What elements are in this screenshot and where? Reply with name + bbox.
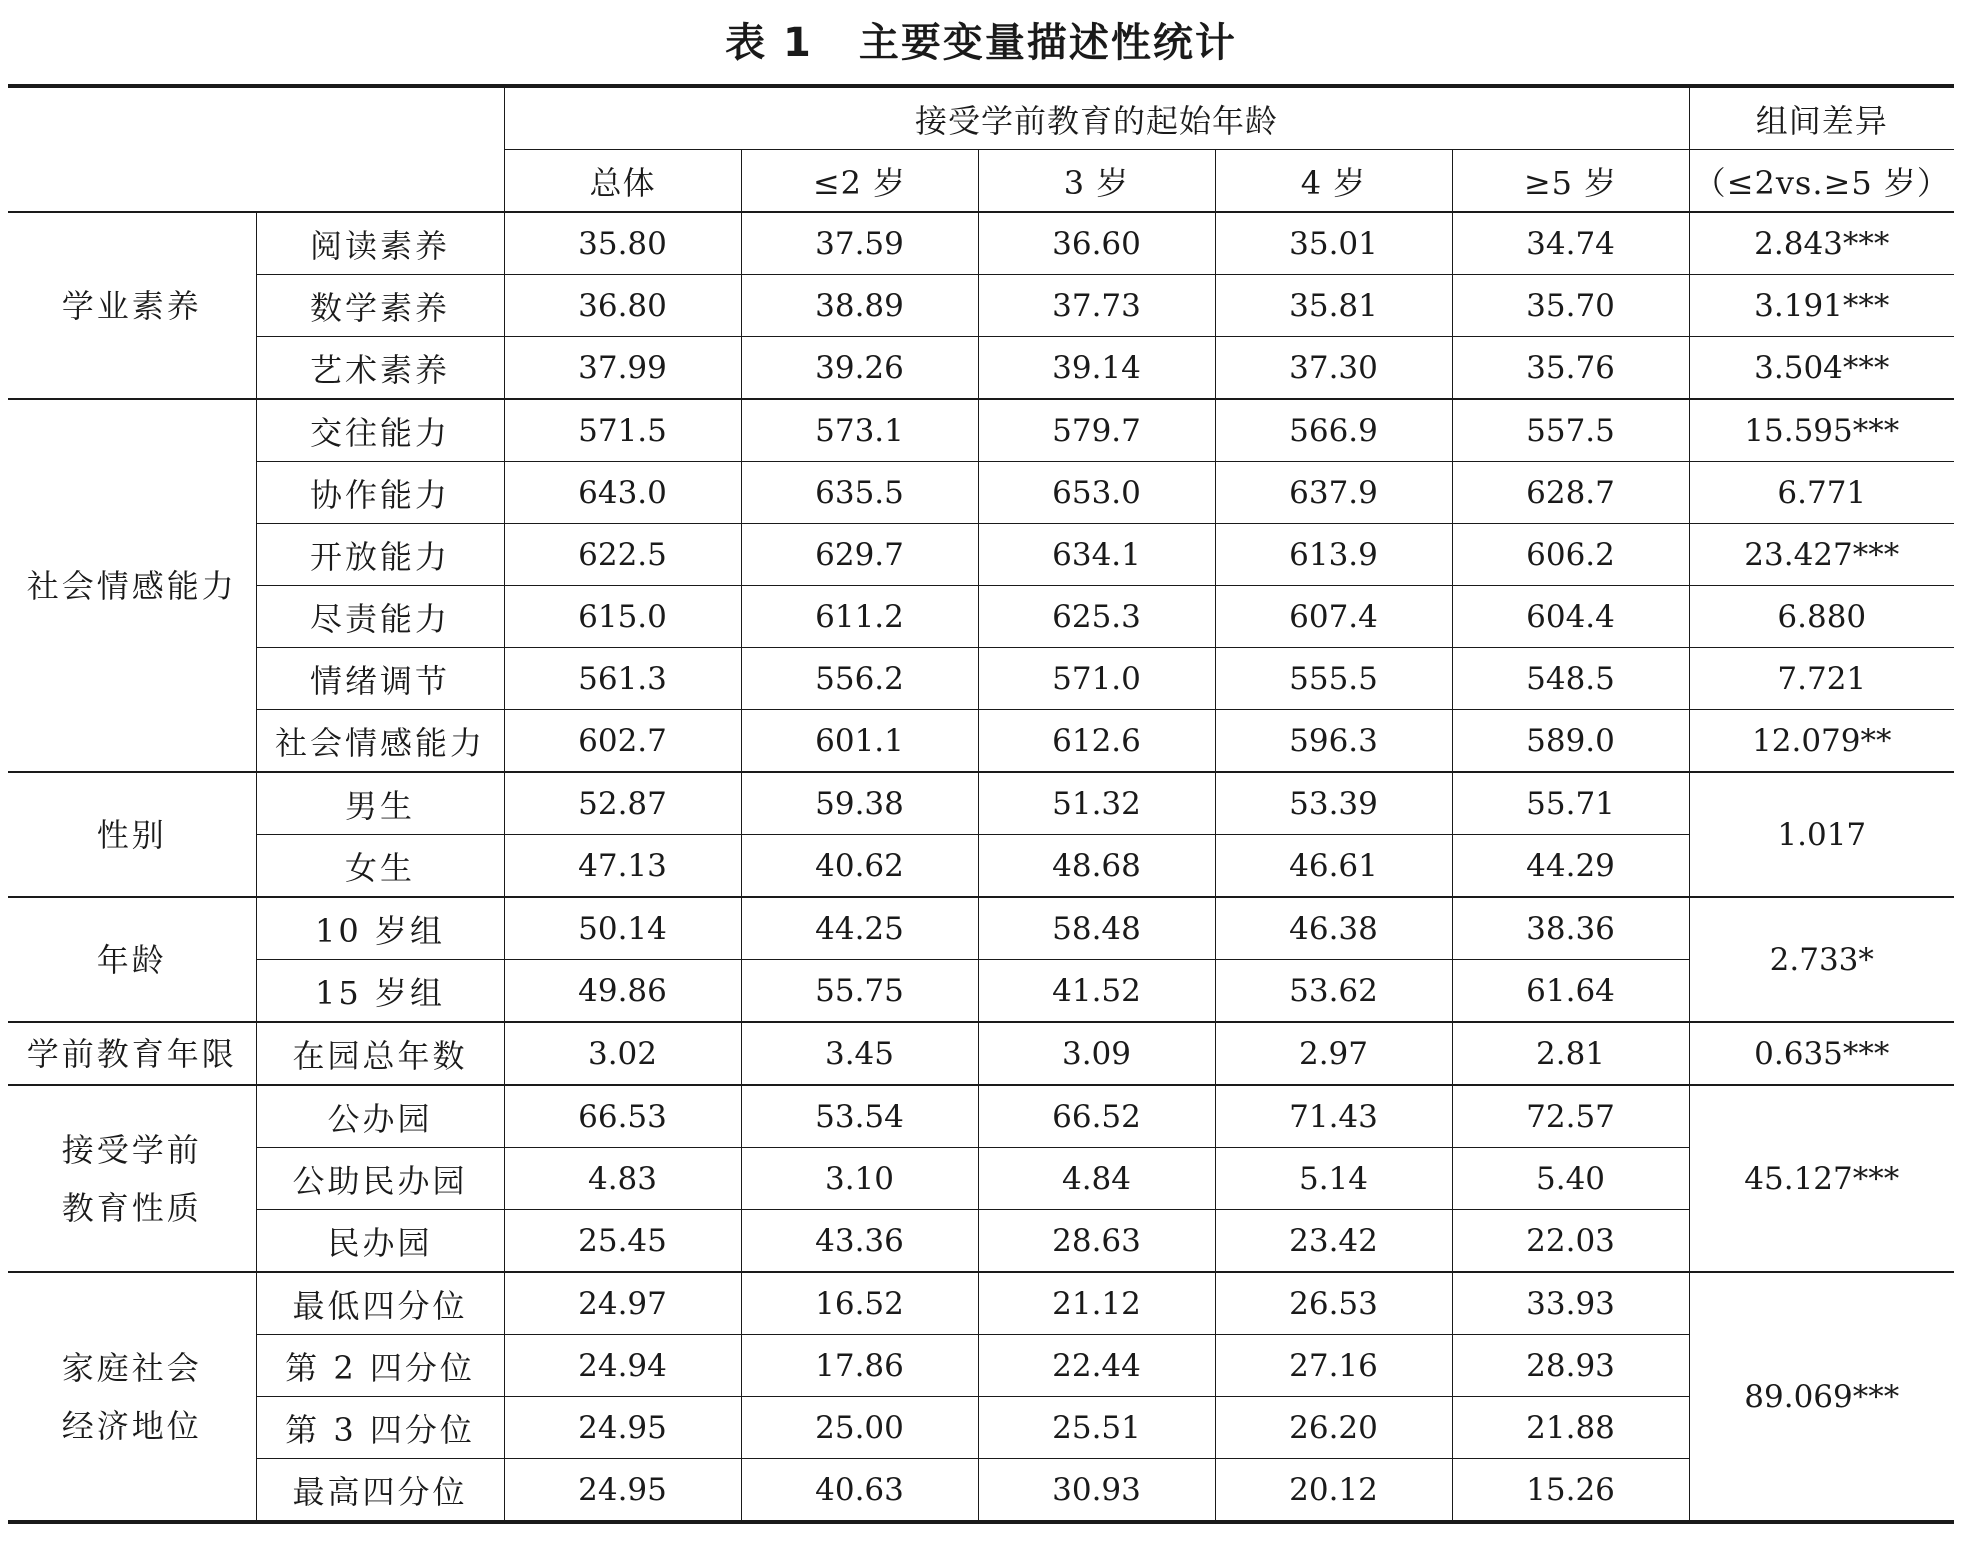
- table-body: [8, 86, 1954, 1522]
- value-cell: 2.97: [1215, 1022, 1452, 1085]
- column-header-age-le2: ≤2 岁: [741, 150, 978, 213]
- value-cell: 30.93: [978, 1459, 1215, 1523]
- value-cell: 629.7: [741, 524, 978, 586]
- value-cell: 25.45: [504, 1210, 741, 1273]
- value-cell: 27.16: [1215, 1335, 1452, 1397]
- table-caption: 主要变量描述性统计: [858, 20, 1237, 66]
- diff-cell: 23.427***: [1689, 524, 1954, 586]
- value-cell: 15.26: [1452, 1459, 1689, 1523]
- value-cell: 38.36: [1452, 897, 1689, 960]
- row-label: 第 2 四分位: [256, 1335, 504, 1397]
- diff-cell: 15.595***: [1689, 399, 1954, 462]
- value-cell: 35.76: [1452, 337, 1689, 400]
- value-cell: 17.86: [741, 1335, 978, 1397]
- value-cell: 50.14: [504, 897, 741, 960]
- value-cell: 59.38: [741, 772, 978, 835]
- row-label: 10 岁组: [256, 897, 504, 960]
- value-cell: 634.1: [978, 524, 1215, 586]
- value-cell: 5.40: [1452, 1148, 1689, 1210]
- value-cell: 72.57: [1452, 1085, 1689, 1148]
- value-cell: 23.42: [1215, 1210, 1452, 1273]
- row-label: 男生: [256, 772, 504, 835]
- table-row: [8, 524, 1954, 586]
- group-label: 年龄: [96, 940, 167, 979]
- group-label-cell: [8, 897, 256, 1022]
- group-label: 社会情感能力: [26, 566, 237, 605]
- value-cell: 36.80: [504, 275, 741, 337]
- value-cell: 557.5: [1452, 399, 1689, 462]
- table-row: [8, 462, 1954, 524]
- value-cell: 28.93: [1452, 1335, 1689, 1397]
- diff-cell: 3.191***: [1689, 275, 1954, 337]
- group-label-cell: [8, 399, 256, 772]
- value-cell: 653.0: [978, 462, 1215, 524]
- value-cell: 43.36: [741, 1210, 978, 1273]
- table-row: [8, 1397, 1954, 1459]
- value-cell: 66.53: [504, 1085, 741, 1148]
- row-label: 交往能力: [256, 399, 504, 462]
- value-cell: 604.4: [1452, 586, 1689, 648]
- group-label: 家庭社会: [61, 1348, 202, 1387]
- value-cell: 22.44: [978, 1335, 1215, 1397]
- column-header-age-ge5: ≥5 岁: [1452, 150, 1689, 213]
- value-cell: 611.2: [741, 586, 978, 648]
- value-cell: 556.2: [741, 648, 978, 710]
- value-cell: 33.93: [1452, 1272, 1689, 1335]
- diff-cell: 89.069***: [1689, 1272, 1954, 1522]
- table-row: [8, 710, 1954, 773]
- value-cell: 5.14: [1215, 1148, 1452, 1210]
- table-row: [8, 960, 1954, 1023]
- table-title: [0, 8, 1962, 78]
- value-cell: 22.03: [1452, 1210, 1689, 1273]
- table-row: [8, 275, 1954, 337]
- value-cell: 3.09: [978, 1022, 1215, 1085]
- value-cell: 44.29: [1452, 835, 1689, 898]
- value-cell: 596.3: [1215, 710, 1452, 773]
- value-cell: 3.10: [741, 1148, 978, 1210]
- diff-cell: 7.721: [1689, 648, 1954, 710]
- table-row: [8, 1272, 1954, 1335]
- value-cell: 47.13: [504, 835, 741, 898]
- table-row: [8, 835, 1954, 898]
- value-cell: 48.68: [978, 835, 1215, 898]
- diff-cell: 2.733*: [1689, 897, 1954, 1022]
- value-cell: 66.52: [978, 1085, 1215, 1148]
- row-label: 情绪调节: [256, 648, 504, 710]
- value-cell: 39.14: [978, 337, 1215, 400]
- row-label: 女生: [256, 835, 504, 898]
- value-cell: 35.01: [1215, 212, 1452, 275]
- value-cell: 635.5: [741, 462, 978, 524]
- value-cell: 3.45: [741, 1022, 978, 1085]
- group-label: 接受学前: [61, 1130, 202, 1169]
- value-cell: 625.3: [978, 586, 1215, 648]
- value-cell: 589.0: [1452, 710, 1689, 773]
- value-cell: 602.7: [504, 710, 741, 773]
- table-number: 表 1: [725, 20, 813, 66]
- value-cell: 26.53: [1215, 1272, 1452, 1335]
- table-row: [8, 337, 1954, 400]
- value-cell: 71.43: [1215, 1085, 1452, 1148]
- column-header-total: 总体: [504, 150, 741, 213]
- row-label: 数学素养: [256, 275, 504, 337]
- value-cell: 35.70: [1452, 275, 1689, 337]
- value-cell: 55.75: [741, 960, 978, 1023]
- table-row: [8, 586, 1954, 648]
- value-cell: 49.86: [504, 960, 741, 1023]
- value-cell: 566.9: [1215, 399, 1452, 462]
- value-cell: 51.32: [978, 772, 1215, 835]
- table-row: [8, 897, 1954, 960]
- value-cell: 561.3: [504, 648, 741, 710]
- value-cell: 36.60: [978, 212, 1215, 275]
- value-cell: 16.52: [741, 1272, 978, 1335]
- value-cell: 61.64: [1452, 960, 1689, 1023]
- group-label-cell: [8, 1022, 256, 1085]
- row-label: 公助民办园: [256, 1148, 504, 1210]
- group-label: 学前教育年限: [26, 1034, 237, 1073]
- row-label: 在园总年数: [256, 1022, 504, 1085]
- value-cell: 573.1: [741, 399, 978, 462]
- diff-cell: 12.079**: [1689, 710, 1954, 773]
- table-row: [8, 1335, 1954, 1397]
- value-cell: 622.5: [504, 524, 741, 586]
- group-label: 性别: [96, 815, 167, 854]
- value-cell: 643.0: [504, 462, 741, 524]
- value-cell: 35.80: [504, 212, 741, 275]
- value-cell: 555.5: [1215, 648, 1452, 710]
- row-label: 最低四分位: [256, 1272, 504, 1335]
- row-label: 协作能力: [256, 462, 504, 524]
- value-cell: 571.5: [504, 399, 741, 462]
- value-cell: 4.84: [978, 1148, 1215, 1210]
- value-cell: 25.51: [978, 1397, 1215, 1459]
- diff-cell: 1.017: [1689, 772, 1954, 897]
- value-cell: 24.94: [504, 1335, 741, 1397]
- value-cell: 37.99: [504, 337, 741, 400]
- table-row: [8, 1085, 1954, 1148]
- value-cell: 53.62: [1215, 960, 1452, 1023]
- table-row: [8, 399, 1954, 462]
- row-label: 第 3 四分位: [256, 1397, 504, 1459]
- value-cell: 37.30: [1215, 337, 1452, 400]
- table-row: [8, 1022, 1954, 1085]
- value-cell: 38.89: [741, 275, 978, 337]
- row-label: 公办园: [256, 1085, 504, 1148]
- value-cell: 24.95: [504, 1459, 741, 1523]
- value-cell: 24.95: [504, 1397, 741, 1459]
- table-row: [8, 212, 1954, 275]
- value-cell: 44.25: [741, 897, 978, 960]
- row-label: 艺术素养: [256, 337, 504, 400]
- value-cell: 3.02: [504, 1022, 741, 1085]
- value-cell: 615.0: [504, 586, 741, 648]
- diff-cell: 6.771: [1689, 462, 1954, 524]
- group-label: 学业素养: [61, 286, 202, 325]
- row-label: 尽责能力: [256, 586, 504, 648]
- value-cell: 628.7: [1452, 462, 1689, 524]
- header-row-1: [8, 86, 1954, 150]
- header-corner: [8, 86, 504, 212]
- value-cell: 46.38: [1215, 897, 1452, 960]
- table-row: [8, 772, 1954, 835]
- value-cell: 40.62: [741, 835, 978, 898]
- value-cell: 53.54: [741, 1085, 978, 1148]
- group-label-cell: [8, 1272, 256, 1522]
- value-cell: 37.73: [978, 275, 1215, 337]
- value-cell: 571.0: [978, 648, 1215, 710]
- group-label: 教育性质: [61, 1188, 202, 1227]
- table-row: [8, 1459, 1954, 1523]
- row-label: 阅读素养: [256, 212, 504, 275]
- header-span-label: 接受学前教育的起始年龄: [504, 86, 1689, 150]
- header-diff-line1: 组间差异: [1689, 86, 1954, 150]
- value-cell: 20.12: [1215, 1459, 1452, 1523]
- diff-cell: 45.127***: [1689, 1085, 1954, 1272]
- column-header-age-4: 4 岁: [1215, 150, 1452, 213]
- column-header-age-3: 3 岁: [978, 150, 1215, 213]
- table-row: [8, 1210, 1954, 1273]
- value-cell: 607.4: [1215, 586, 1452, 648]
- value-cell: 24.97: [504, 1272, 741, 1335]
- group-label-cell: [8, 772, 256, 897]
- value-cell: 53.39: [1215, 772, 1452, 835]
- value-cell: 46.61: [1215, 835, 1452, 898]
- value-cell: 21.88: [1452, 1397, 1689, 1459]
- value-cell: 613.9: [1215, 524, 1452, 586]
- diff-cell: 3.504***: [1689, 337, 1954, 400]
- row-label: 开放能力: [256, 524, 504, 586]
- row-label: 15 岁组: [256, 960, 504, 1023]
- value-cell: 579.7: [978, 399, 1215, 462]
- table-row: [8, 1148, 1954, 1210]
- statistics-table: [8, 84, 1954, 1524]
- value-cell: 548.5: [1452, 648, 1689, 710]
- value-cell: 39.26: [741, 337, 978, 400]
- value-cell: 4.83: [504, 1148, 741, 1210]
- row-label: 民办园: [256, 1210, 504, 1273]
- value-cell: 637.9: [1215, 462, 1452, 524]
- header-diff-line2: （≤2vs.≥5 岁）: [1689, 150, 1954, 213]
- value-cell: 21.12: [978, 1272, 1215, 1335]
- diff-cell: 6.880: [1689, 586, 1954, 648]
- value-cell: 26.20: [1215, 1397, 1452, 1459]
- row-label: 最高四分位: [256, 1459, 504, 1523]
- value-cell: 601.1: [741, 710, 978, 773]
- value-cell: 612.6: [978, 710, 1215, 773]
- value-cell: 55.71: [1452, 772, 1689, 835]
- group-label-cell: [8, 1085, 256, 1272]
- group-label: 经济地位: [61, 1406, 202, 1445]
- value-cell: 2.81: [1452, 1022, 1689, 1085]
- value-cell: 40.63: [741, 1459, 978, 1523]
- value-cell: 28.63: [978, 1210, 1215, 1273]
- row-label: 社会情感能力: [256, 710, 504, 773]
- table-row: [8, 648, 1954, 710]
- group-label-cell: [8, 212, 256, 399]
- diff-cell: 0.635***: [1689, 1022, 1954, 1085]
- value-cell: 34.74: [1452, 212, 1689, 275]
- value-cell: 41.52: [978, 960, 1215, 1023]
- value-cell: 52.87: [504, 772, 741, 835]
- diff-cell: 2.843***: [1689, 212, 1954, 275]
- value-cell: 25.00: [741, 1397, 978, 1459]
- value-cell: 58.48: [978, 897, 1215, 960]
- value-cell: 606.2: [1452, 524, 1689, 586]
- value-cell: 35.81: [1215, 275, 1452, 337]
- value-cell: 37.59: [741, 212, 978, 275]
